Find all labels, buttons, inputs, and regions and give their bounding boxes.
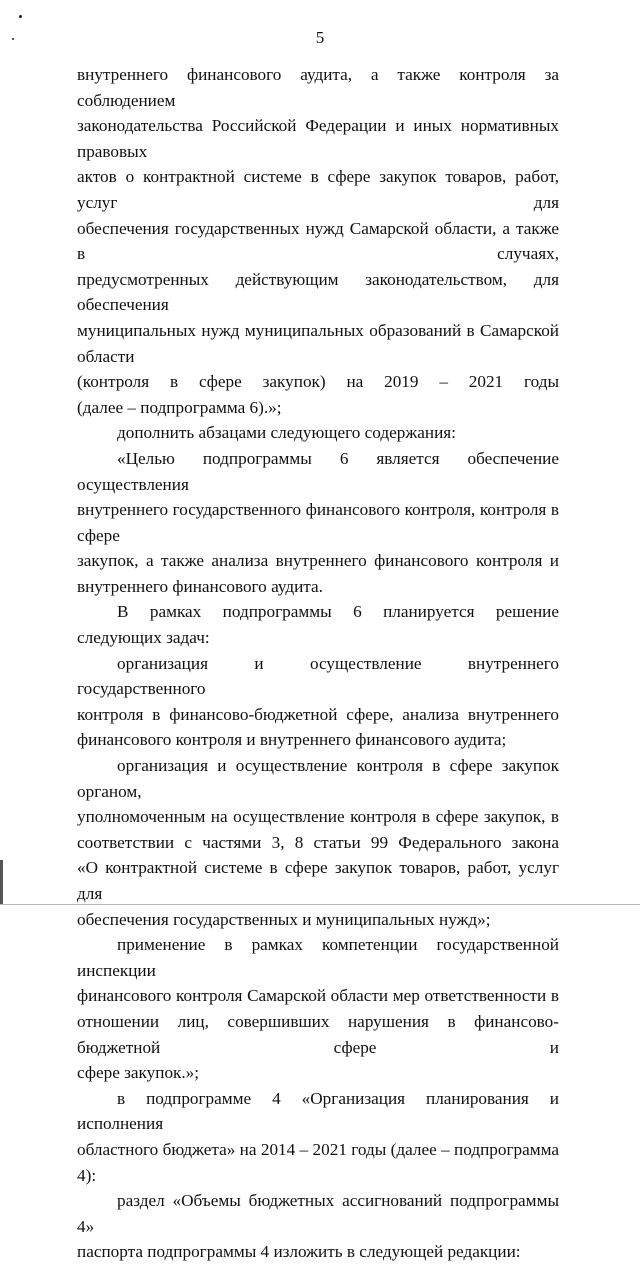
text-line: закупок, а также анализа внутреннего финансового контроля и (77, 551, 559, 571)
paragraph-add-clauses (77, 420, 559, 446)
text-line: соответствии с частями 3, 8 статьи 99 Федерального закона (77, 832, 559, 852)
paragraph-task-3 (77, 932, 559, 1086)
text-line: сфере закупок.»; (77, 1063, 200, 1083)
text-line: внутреннего государственного финансового контроля, контроля в сфере (77, 500, 559, 545)
text-line: финансового контроля и внутреннего финансового аудита; (77, 730, 507, 750)
text-line: областного бюджета» на 2014 – 2021 годы (далее – подпрограмма 4): (77, 1139, 559, 1185)
text-line: финансового контроля Самарской области мер ответственности в (77, 986, 559, 1006)
text-line: отношении лиц, совершивших нарушения в финансово-бюджетной сфере и (77, 1011, 559, 1057)
text-line: организация и осуществление внутреннего государственного (77, 653, 559, 699)
document-body (77, 62, 559, 1265)
text-line: предусмотренных действующим законодательством, для обеспечения (77, 269, 559, 315)
text-line: раздел «Объемы бюджетных ассигнований подпрограммы 4» (77, 1191, 559, 1236)
page-number: 5 (315, 28, 325, 47)
text-line: паспорта подпрограммы 4 изложить в следующей редакции: (77, 1242, 521, 1262)
text-line: обеспечения государственных нужд Самарской области, а также в случаях, (77, 218, 559, 264)
text-line: законодательства Российской Федерации и иных нормативных правовых (77, 116, 559, 161)
text-line: уполномоченным на осуществление контроля в сфере закупок, в (77, 807, 559, 827)
text-line: «Целью подпрограммы 6 является обеспечение осуществления (77, 448, 559, 494)
paragraph-subprogram-4 (77, 1086, 559, 1188)
text-line: применение в рамках компетенции государственной инспекции (77, 935, 559, 980)
text-line: (контроля в сфере закупок) на 2019 – 2021 годы (77, 372, 559, 392)
text-line: В рамках подпрограммы 6 планируется решение следующих задач: (77, 602, 559, 648)
paragraph-tasks-intro (77, 599, 559, 650)
text-line: внутреннего финансового аудита. (77, 576, 323, 596)
text-line: актов о контрактной системе в сфере закупок товаров, работ, услуг для (77, 167, 559, 212)
text-line: в подпрограмме 4 «Организация планирования и исполнения (77, 1088, 559, 1134)
text-line: дополнить абзацами следующего содержания: (117, 423, 456, 443)
scan-mark-dot (19, 15, 22, 18)
text-line: муниципальных нужд муниципальных образований в Самарской области (77, 320, 559, 366)
paragraph-continuation (77, 62, 559, 420)
text-line: обеспечения государственных и муниципальных нужд»; (77, 909, 491, 929)
text-line: контроля в финансово-бюджетной сфере, анализа внутреннего (77, 704, 559, 724)
text-line: внутреннего финансового аудита, а также контроля за соблюдением (77, 65, 559, 110)
paragraph-task-2 (77, 753, 559, 932)
paragraph-task-1 (77, 651, 559, 753)
text-line: «О контрактной системе в сфере закупок товаров, работ, услуг для (77, 858, 559, 903)
paragraph-goal (77, 446, 559, 600)
text-line: (далее – подпрограмма 6).»; (77, 397, 282, 417)
text-line: организация и осуществление контроля в сфере закупок органом, (77, 756, 559, 801)
scan-left-edge (0, 860, 3, 905)
paragraph-section-budget (77, 1188, 559, 1265)
